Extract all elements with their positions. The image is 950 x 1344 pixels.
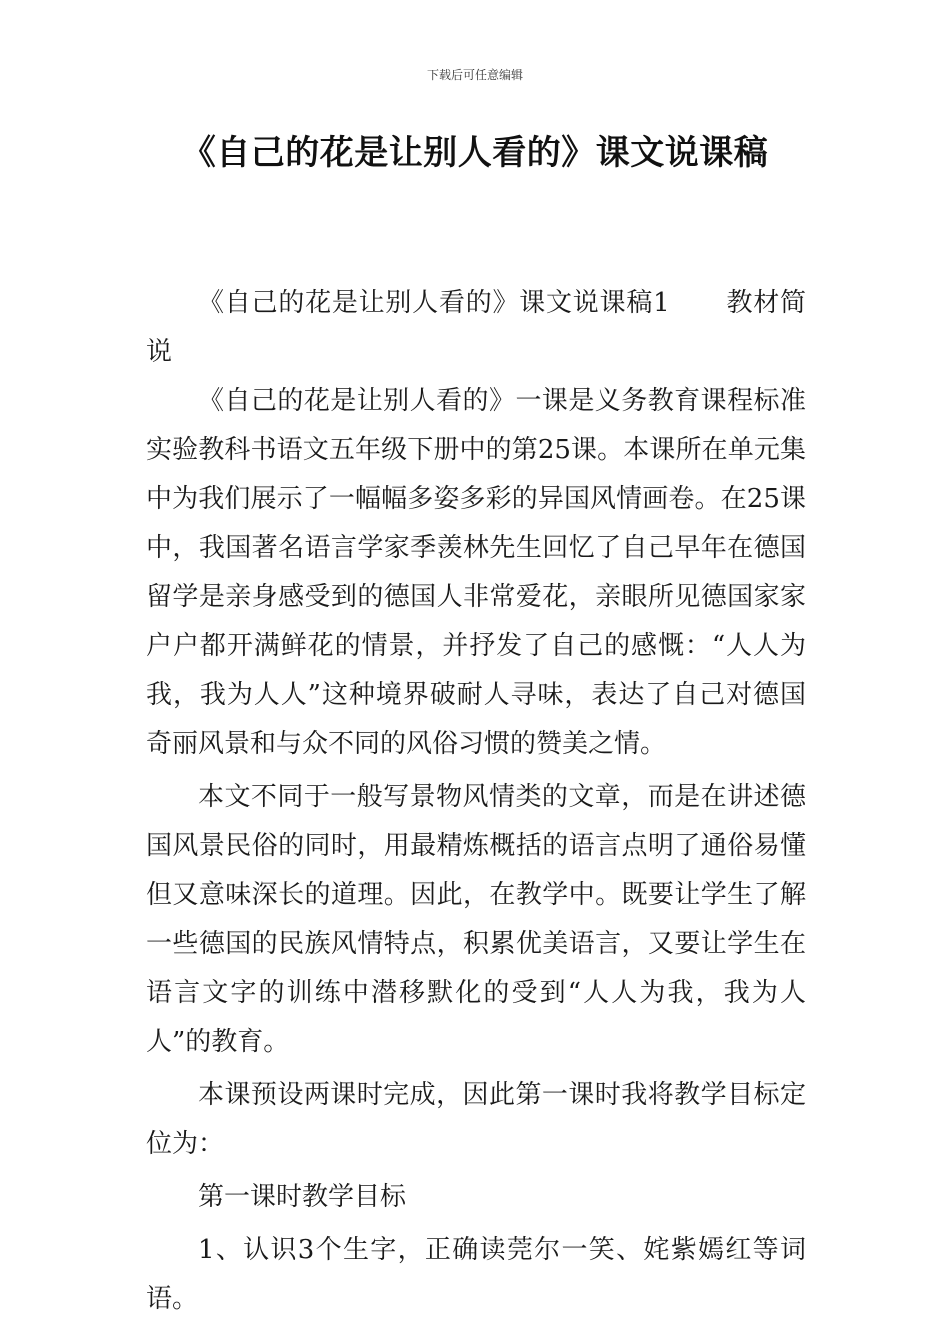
paragraph-analysis: 本文不同于一般写景物风情类的文章，而是在讲述德国风景民俗的同时，用最精炼概括的语言点明了通俗易懂但又意味深长的道理。因此，在教学中。既要让学生了解一些德国的民族风情特点，积累优美语言，又要让学生在语言文字的训练中潜移默化的受到“人人为我，我为人人”的教育。 xyxy=(146,782,806,1057)
paragraph-objectives-heading: 第一课时教学目标 xyxy=(198,1182,407,1212)
document-body xyxy=(146,279,806,1324)
paragraph-objective-1: 1、认识3个生字，正确读莞尔一笑、姹紫嫣红等词语。 xyxy=(146,1235,806,1314)
page-header-note: 下载后可任意编辑 xyxy=(426,68,523,82)
section-heading xyxy=(146,279,806,377)
section-heading-title: 《自己的花是让别人看的》课文说课稿1 xyxy=(198,288,670,318)
paragraph-intro: 《自己的花是让别人看的》一课是义务教育课程标准实验教科书语文五年级下册中的第25课。本课所在单元集中为我们展示了一幅幅多姿多彩的异国风情画卷。在25课中，我国著名语言学家季羡林先生回忆了自己早年在德国留学是亲身感受到的德国人非常爱花，亲眼所见德国家家户户都开满鲜花的情景，并抒发了自己的感慨：“人人为我，我为人人”这种境界破耐人寻味，表达了自己对德国奇丽风景和与众不同的风俗习惯的赞美之情。 xyxy=(146,386,806,759)
section-heading-label: 教材简说 xyxy=(146,288,806,367)
paragraph-plan: 本课预设两课时完成，因此第一课时我将教学目标定位为： xyxy=(146,1080,806,1159)
document-title: 《自己的花是让别人看的》课文说课稿 xyxy=(181,133,769,173)
